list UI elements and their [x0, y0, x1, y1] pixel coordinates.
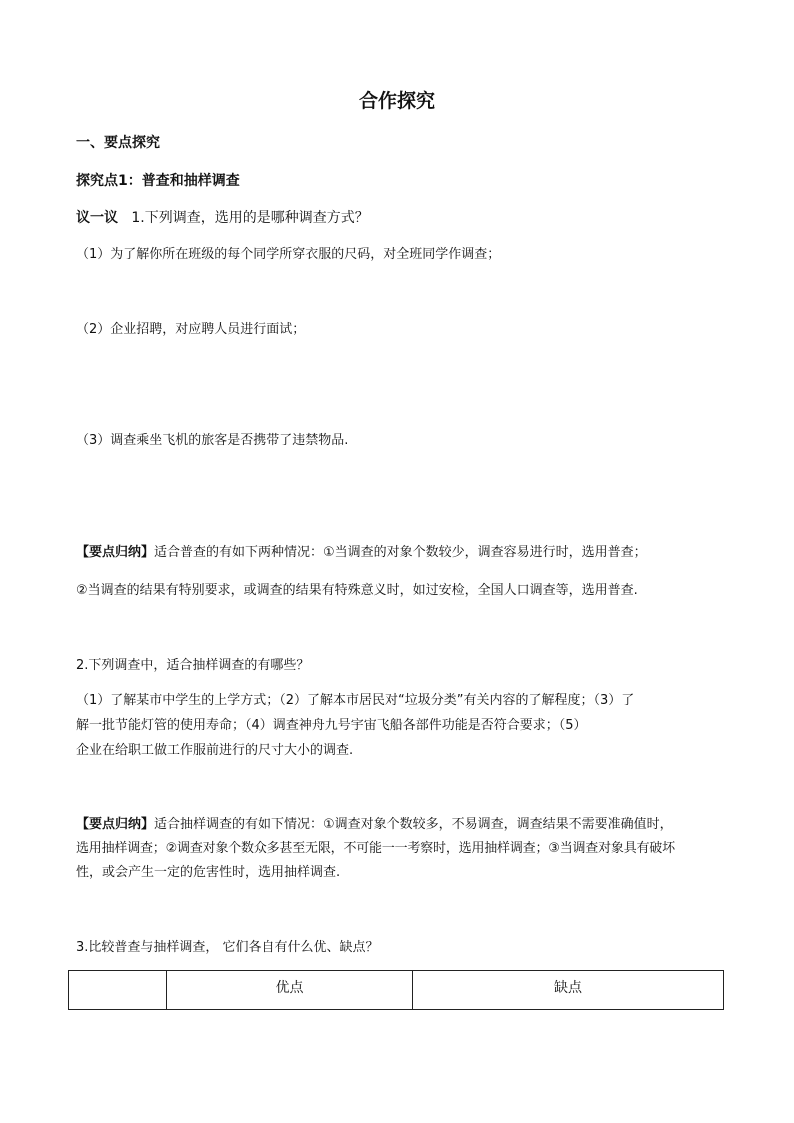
summary-text: 适合抽样调查的有如下情况：①调查对象个数较多，不易调查，调查结果不需要准确值时， [154, 817, 673, 832]
table-header-pros: 优点 [167, 971, 413, 1010]
question-1: 1.下列调查，选用的是哪种调查方式？ [131, 210, 369, 226]
q1-item-2: （2）企业招聘，对应聘人员进行面试； [76, 322, 306, 337]
question-3-text: 3.比较普查与抽样调查， 它们各自有什么优、缺点？ [76, 940, 379, 955]
summary-2-line-1 [76, 815, 673, 835]
comparison-table [68, 970, 724, 1010]
q2-line-2: 解一批节能灯管的使用寿命；（4）调查神舟九号宇宙飞船各部件功能是否符合要求；（5） [76, 718, 587, 733]
table-header-cons: 缺点 [413, 971, 724, 1010]
summary-1-line-1 [76, 543, 647, 563]
summary-1-line-2: ②当调查的结果有特别要求，或调查的结果有特殊意义时，如过安检，全国人口调查等，选用普查. [76, 583, 638, 598]
question-2: 2.下列调查中，适合抽样调查的有哪些？ [76, 658, 310, 673]
table-header-blank [69, 971, 167, 1010]
summary-2-line-3: 性，或会产生一定的危害性时，选用抽样调查. [76, 865, 341, 880]
summary-text: 适合普查的有如下两种情况：①当调查的对象个数较少，调查容易进行时，选用普查； [154, 545, 647, 560]
summary-tag: 【要点归纳】 [76, 545, 155, 560]
q2-line-3: 企业在给职工做工作服前进行的尺寸大小的调查. [76, 743, 354, 758]
discuss-question [76, 208, 369, 228]
table-header-row [69, 971, 724, 1010]
discuss-prefix: 议一议 [76, 210, 118, 226]
q1-item-1: （1）为了解你所在班级的每个同学所穿衣服的尺码，对全班同学作调查； [76, 247, 501, 262]
section-heading: 一、要点探究 [76, 135, 160, 151]
question-3 [76, 938, 379, 958]
summary-tag: 【要点归纳】 [76, 817, 155, 832]
point-heading: 探究点1：普查和抽样调查 [76, 173, 240, 189]
q2-line-1: （1）了解某市中学生的上学方式；（2）了解本市居民对“垃圾分类”有关内容的了解程度；（3）了 [76, 693, 635, 708]
page-title: 合作探究 [358, 90, 435, 112]
summary-2-line-2: 选用抽样调查；②调查对象个数众多甚至无限，不可能一一考察时，选用抽样调查；③当调查对象具有破坏 [76, 841, 675, 856]
q1-item-3: （3）调查乘坐飞机的旅客是否携带了违禁物品. [76, 433, 349, 448]
